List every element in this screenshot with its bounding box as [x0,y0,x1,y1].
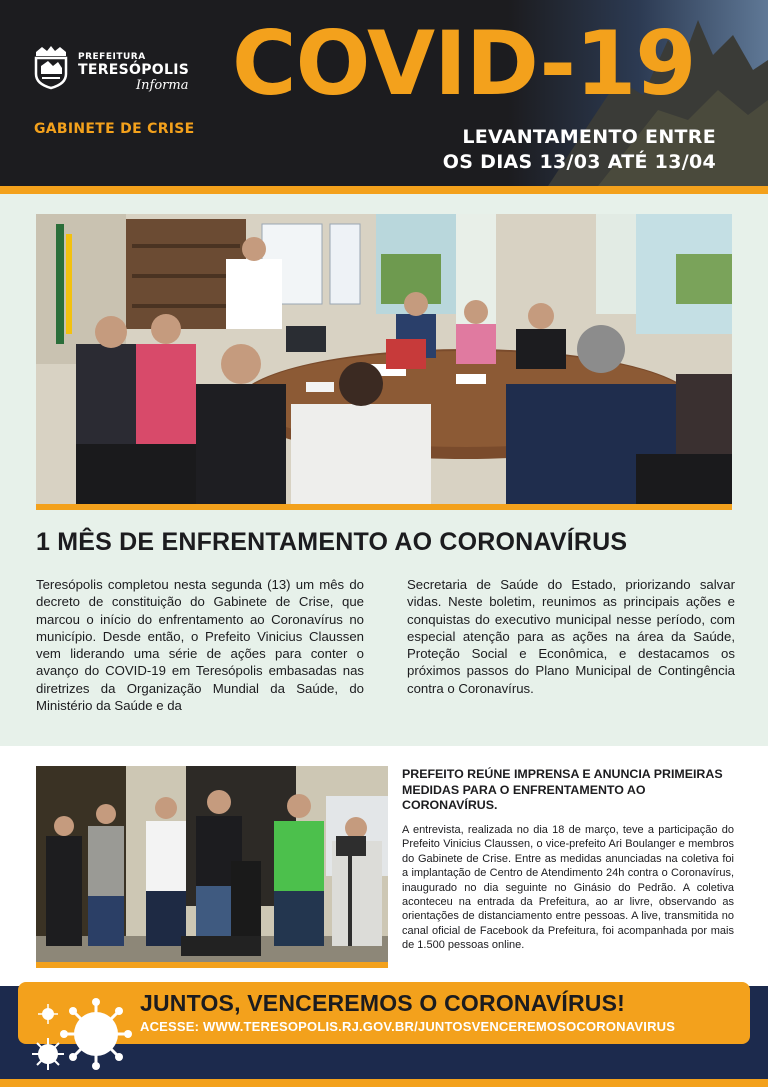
footer-slogan: JUNTOS, VENCEREMOS O CORONAVÍRUS! [140,990,625,1016]
press-conference-photo [36,766,388,962]
footer-website-link[interactable]: ACESSE: WWW.TERESOPOLIS.RJ.GOV.BR/JUNTOSVENCEREMOSOCORONAVIRUS [140,1019,676,1034]
coronavirus-icon [26,994,136,1074]
page-title: COVID-19 [232,12,696,115]
meeting-photo [36,214,732,504]
photo-divider [36,504,732,510]
city-name: TERESÓPOLIS [78,62,190,78]
gabinete-label: GABINETE DE CRISE [34,121,195,137]
press-photo-illustration [36,766,388,962]
main-headline: 1 MÊS DE ENFRENTAMENTO AO CORONAVÍRUS [36,528,628,556]
header-banner [0,0,768,186]
subtitle-line-1: LEVANTAMENTO ENTRE [462,126,716,148]
press-photo-divider [36,962,388,968]
subtitle-line-2: OS DIAS 13/03 ATÉ 13/04 [442,151,716,173]
article-column-right: Secretaria de Saúde do Estado, priorizando salvar vidas. Neste boletim, reunimos as principais ações e conquistas do executivo municipal nesse período, com especial atenção para as ações na área da Saúde, Proteção Social e Econômica, e destacamos os próximos passos do Plano Municipal de Contingência contra o Coronavírus. [407,577,735,696]
news-title: PREFEITO REÚNE IMPRENSA E ANUNCIA PRIMEIRAS MEDIDAS PARA O ENFRENTAMENTO AO CORONAVÍRUS. [402,767,723,813]
prefeitura-logo [30,44,210,104]
city-crest-icon [30,44,72,90]
article-column-left: Teresópolis completou nesta segunda (13) um mês do decreto de constituição do Gabinete de Crise, que marcou o início do enfrentamento ao Coronavírus no município. Desde então, o Prefeito Vinicius Claussen vem liderando uma série de ações para conter o avanço do COVID-19 em Teresópolis embasadas nas diretrizes da Organização Mundial da Saúde, do Ministério da Saúde e da [36,577,364,714]
meeting-photo-illustration [36,214,732,504]
informa-label: Informa [136,78,189,93]
header-divider [0,186,768,194]
date-range-subtitle [443,125,716,175]
prefeitura-label: PREFEITURA [78,52,146,62]
news-body: A entrevista, realizada no dia 18 de março, teve a participação do Prefeito Vinicius Claussen, o vice-prefeito Ari Boulanger e membros do Gabinete de Crise. Entre as medidas anunciadas na coletiva foi a implantação de Centro de Atendimento 24h contra o Coronavírus, inaugurado no dia seguinte no Ginásio do Pedrão. A coletiva aconteceu na entrada da Prefeitura, ao ar livre, observando as orientações de distanciamento entre pessoas. A live, transmitida no canal oficial de Facebook da Prefeitura, foi acompanhada por mais de 1.500 pessoas online. [402,824,734,952]
footer-bottom-stripe [0,1079,768,1087]
